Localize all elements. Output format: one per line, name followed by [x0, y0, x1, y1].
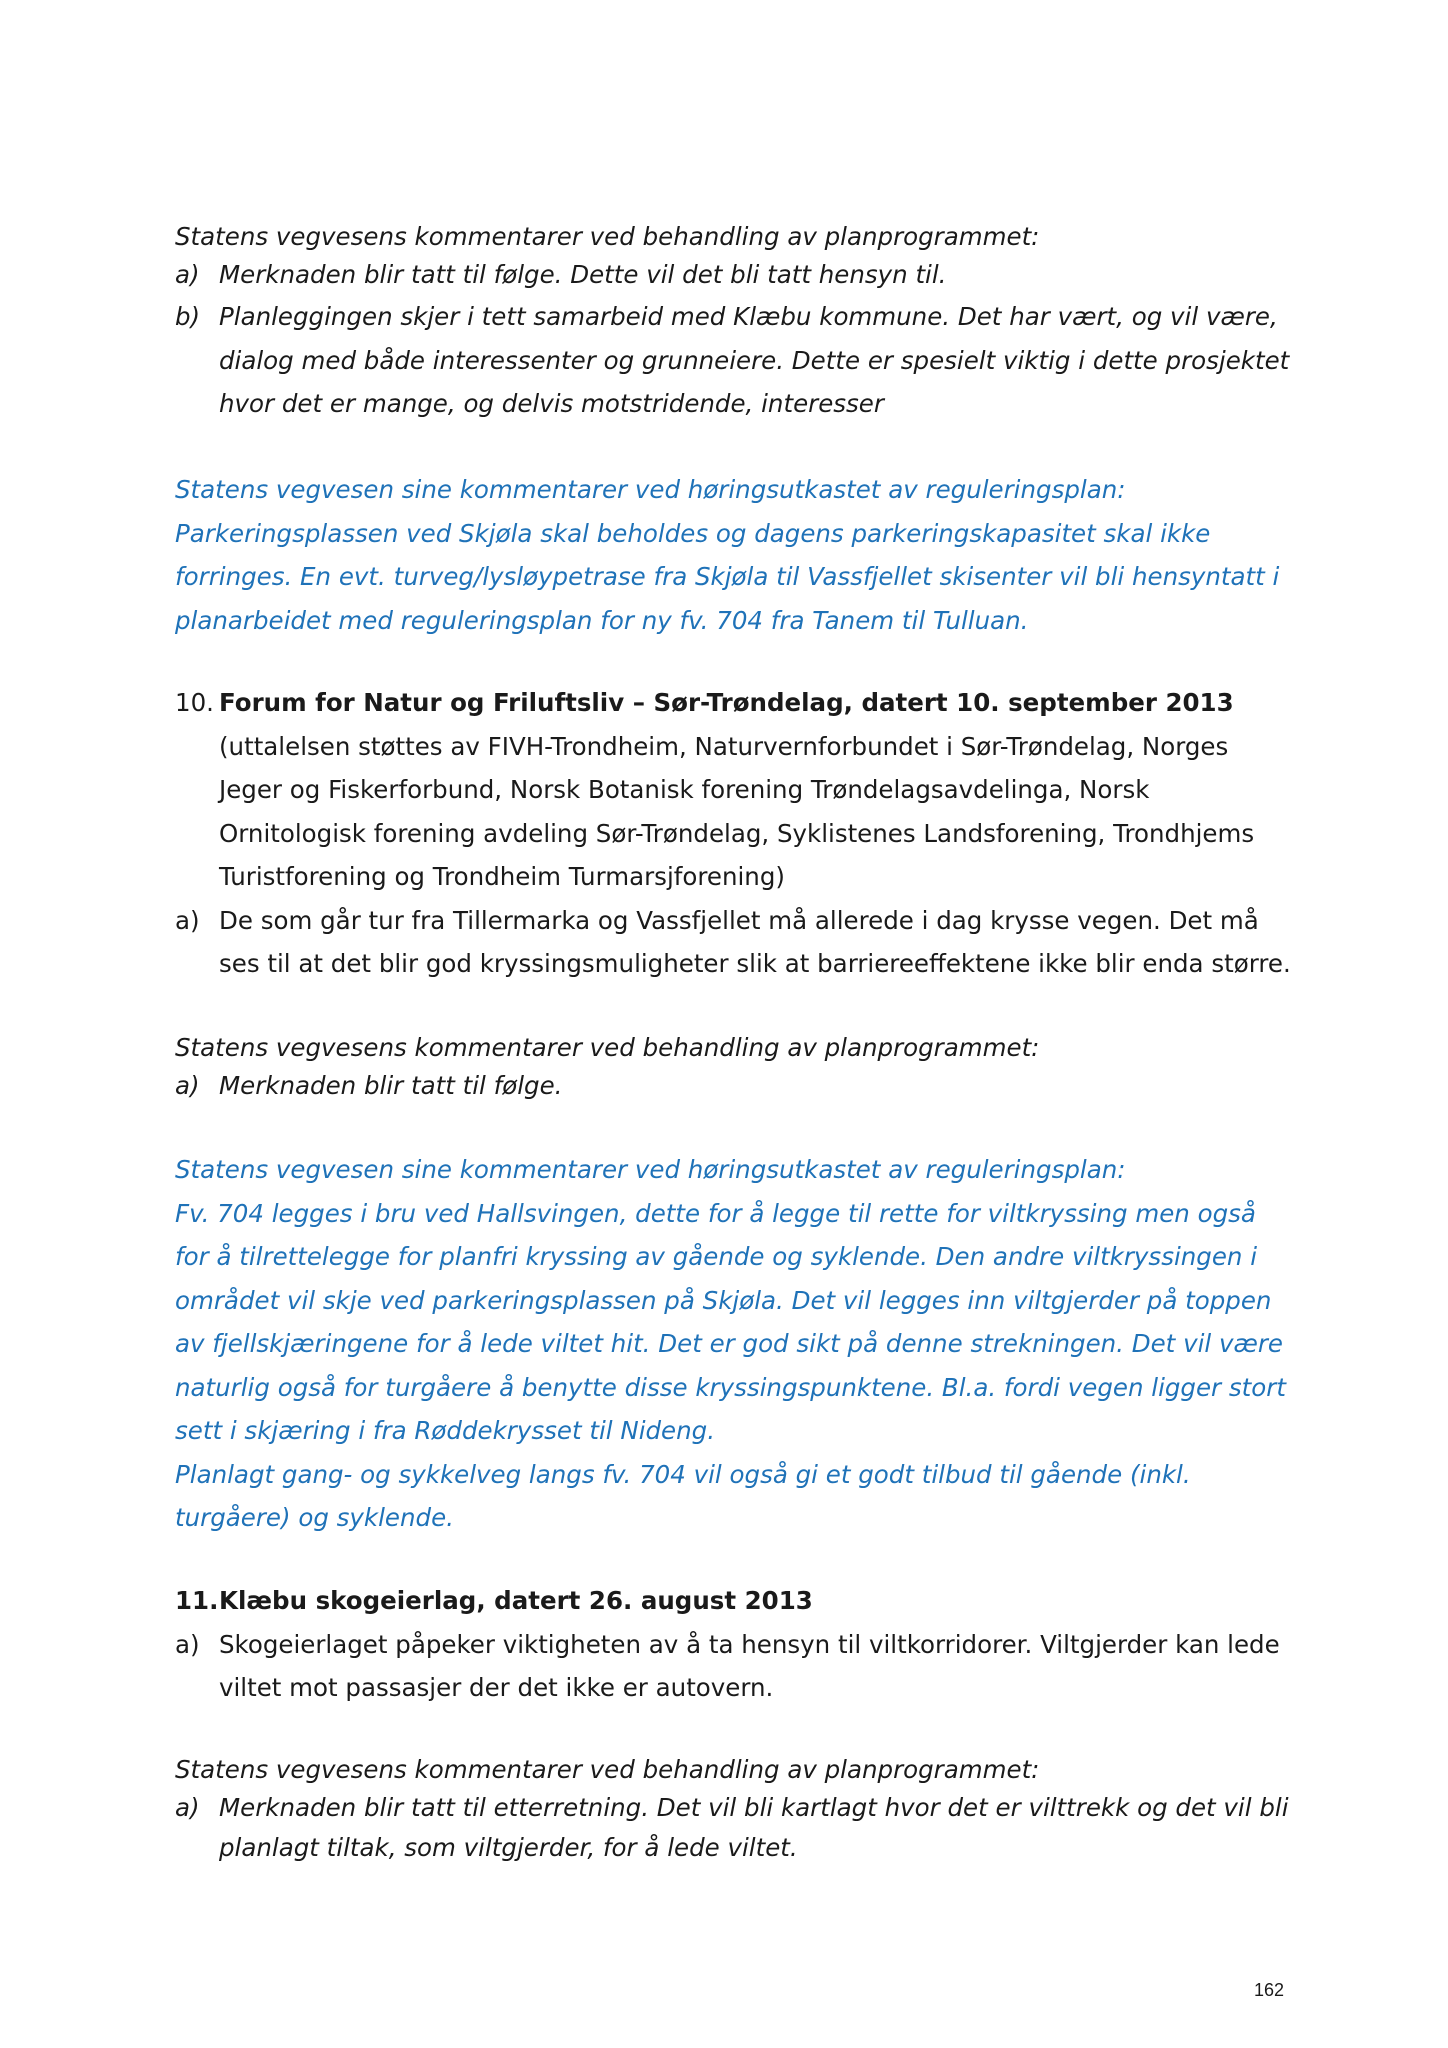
comment-heading: Statens vegvesens kommentarer ved behandling av planprogrammet:: [175, 1033, 1040, 1062]
list-marker: b): [175, 302, 201, 331]
comment-heading: Statens vegvesen sine kommentarer ved høringsutkastet av reguleringsplan:: [175, 1155, 1126, 1184]
planprogram-comment-block-3: [175, 1751, 1295, 1868]
list-item-text: Merknaden blir tatt til etterretning. Det vil bli kartlagt hvor det er vilttrekk og det vil bli planlagt tiltak, som viltgjerder, for å lede viltet.: [219, 1793, 1289, 1862]
comment-text: Planlagt gang- og sykkelveg langs fv. 704 vil også gi et godt tilbud til gående (inkl. turgåere) og syklende.: [175, 1459, 1191, 1532]
section-number: 11.: [175, 1586, 219, 1615]
page-number: 162: [1254, 1980, 1285, 2000]
list-item-text: Skogeierlaget påpeker viktigheten av å ta hensyn til viltkorridorer. Viltgjerder kan lede viltet mot passasjer der det ikke er autovern.: [219, 1629, 1280, 1702]
list-item-text: De som går tur fra Tillermarka og Vassfjellet må allerede i dag krysse vegen. Det må ses til at det blir god kryssingsmuligheter slik at barriereeffektene ikke blir enda større.: [219, 905, 1291, 978]
list-marker: a): [175, 905, 200, 935]
section-heading: [175, 681, 1295, 899]
list-item: [175, 899, 1295, 986]
list-item: [175, 295, 1295, 426]
list-item: [175, 1623, 1295, 1710]
list-item-text: Planleggingen skjer i tett samarbeid med Klæbu kommune. Det har vært, og vil være, dialog med både interessenter og grunneiere. Dette er spesielt viktig i dette prosjektet hvor det er mange, og delvis motstridende, interesser: [219, 302, 1290, 418]
list-item: [175, 255, 1295, 295]
section-title: Forum for Natur og Friluftsliv – Sør-Trøndelag, datert 10. september 2013: [219, 688, 1234, 717]
list-marker: a): [175, 260, 200, 289]
comment-heading: Statens vegvesens kommentarer ved behandling av planprogrammet:: [175, 1755, 1040, 1784]
list-marker: a): [175, 1793, 200, 1822]
section-heading: [175, 1579, 1295, 1623]
reguleringsplan-comment-block-2: [175, 1148, 1295, 1540]
section-11: [175, 1579, 1295, 1710]
list-item: [175, 1066, 1295, 1106]
section-number: 10.: [175, 688, 214, 717]
comment-text: Parkeringsplassen ved Skjøla skal beholdes og dagens parkeringskapasitet skal ikke forringes. En evt. turveg/lysløypetrase fra Skjøla til Vassfjellet skisenter vil bli hensyntatt i planarbeidet med reguleringsplan for ny fv. 704 fra Tanem til Tulluan.: [175, 518, 1280, 635]
list-marker: a): [175, 1629, 200, 1659]
list-item: [175, 1788, 1295, 1868]
planprogram-comment-block-2: [175, 1029, 1295, 1106]
planprogram-comment-block-1: [175, 218, 1295, 426]
section-10: [175, 681, 1295, 986]
list-item-text: Merknaden blir tatt til følge.: [219, 1071, 563, 1100]
list-item-text: Merknaden blir tatt til følge. Dette vil det bli tatt hensyn til.: [219, 260, 947, 289]
list-marker: a): [175, 1071, 200, 1100]
reguleringsplan-comment-block-1: [175, 468, 1295, 642]
comment-heading: Statens vegvesen sine kommentarer ved høringsutkastet av reguleringsplan:: [175, 475, 1126, 504]
comment-heading: Statens vegvesens kommentarer ved behandling av planprogrammet:: [175, 222, 1040, 251]
comment-text: Fv. 704 legges i bru ved Hallsvingen, dette for å legge til rette for viltkryssing men også for å tilrettelegge for planfri kryssing av gående og syklende. Den andre viltkryssingen i området vil skje ved parkeringsplassen på Skjøla. Det vil legges inn viltgjerder på toppen av fjellskjæringene for å lede viltet hit. Det er god sikt på denne strekningen. Det vil være naturlig også for turgåere å benytte disse kryssingspunktene. Bl.a. fordi vegen ligger stort sett i skjæring i fra Røddekrysset til Nideng.: [175, 1198, 1286, 1445]
section-title-rest: (uttalelsen støttes av FIVH-Trondheim, Naturvernforbundet i Sør-Trøndelag, Norges Jeger og Fiskerforbund, Norsk Botanisk forening Trøndelagsavdelinga, Norsk Ornitologisk forening avdeling Sør-Trøndelag, Syklistenes Landsforening, Trondhjems Turistforening og Trondheim Turmarsjforening): [219, 731, 1255, 891]
section-title: Klæbu skogeierlag, datert 26. august 2013: [219, 1586, 813, 1615]
